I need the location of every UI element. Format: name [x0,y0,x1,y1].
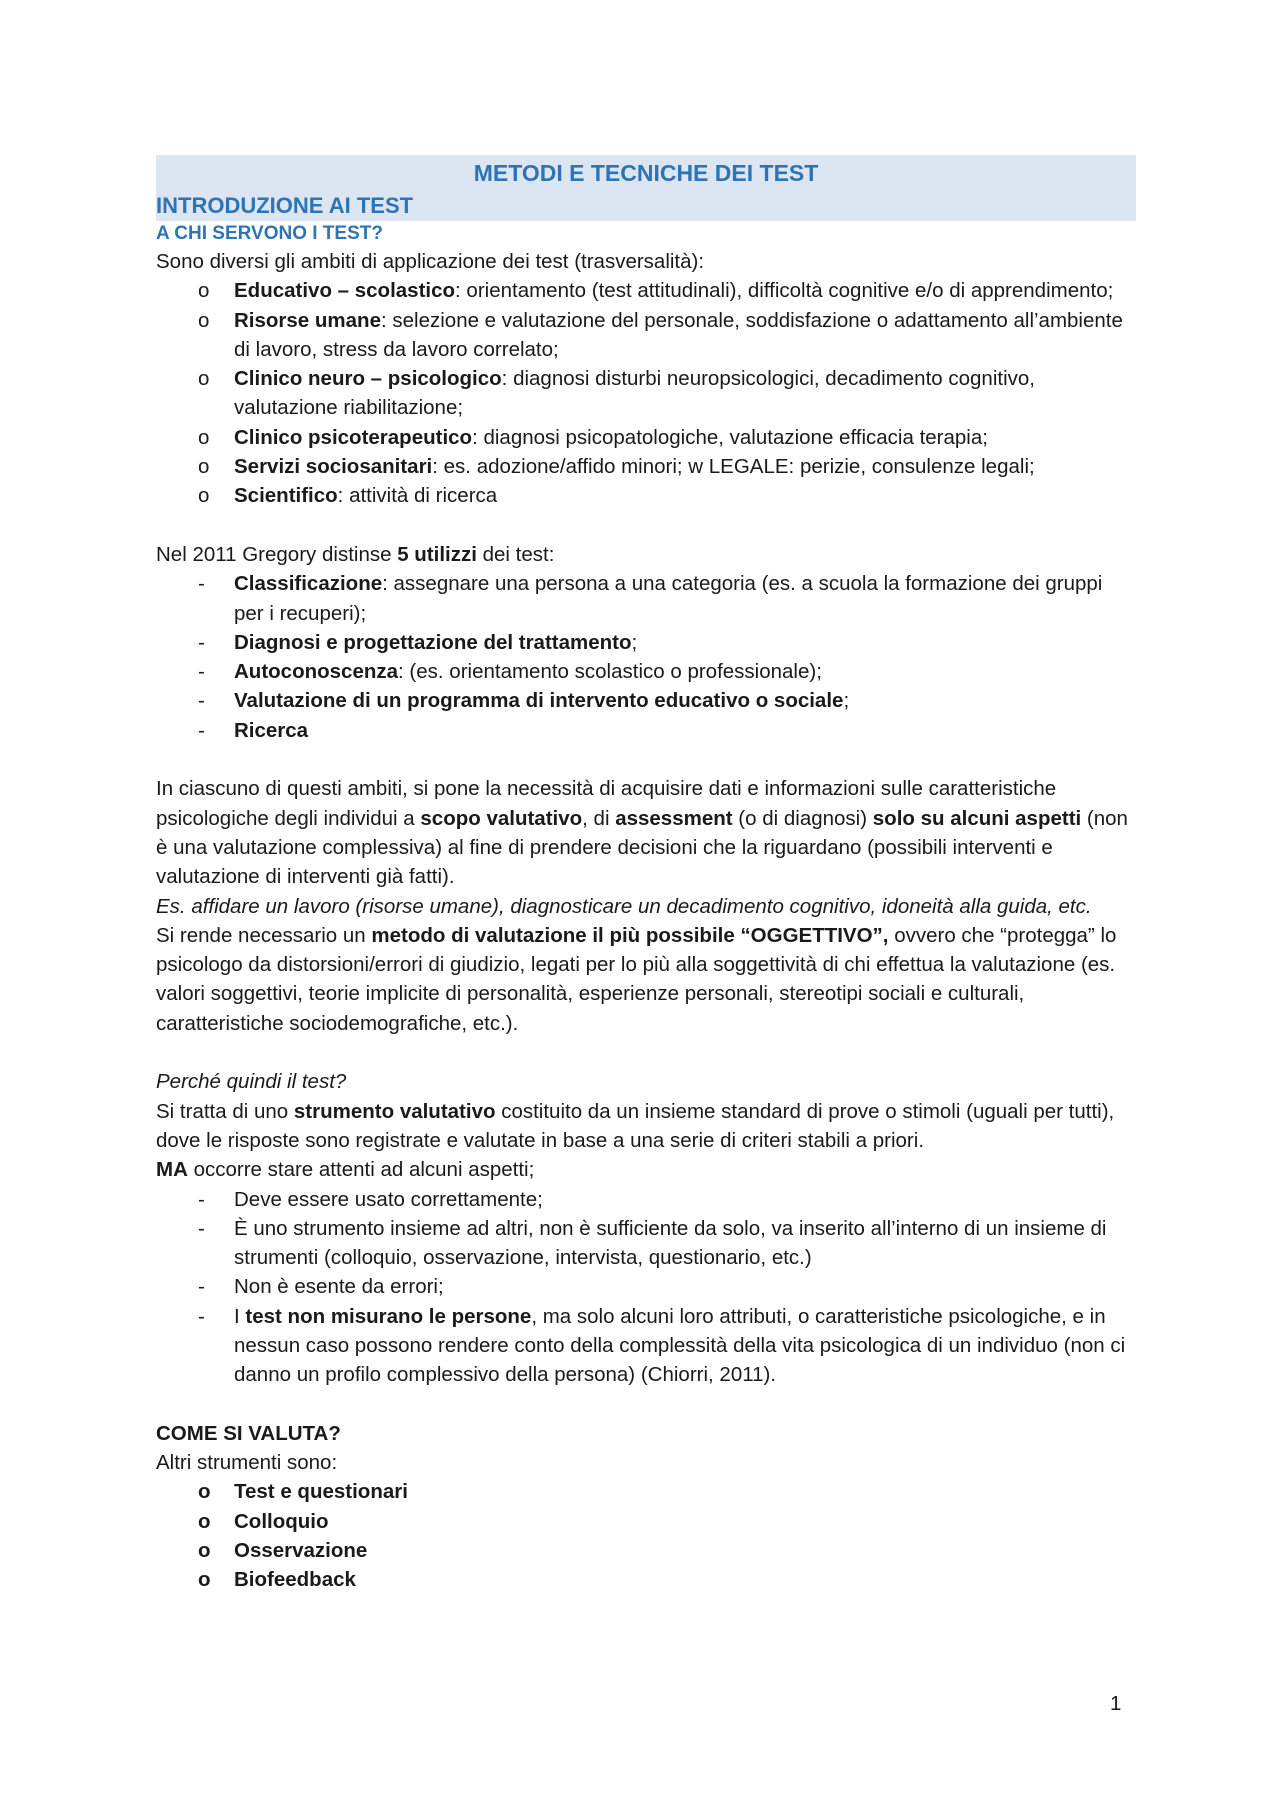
list-item-text: ; [843,689,850,713]
bullet-marker: o [198,279,210,303]
spacer [156,1390,1136,1419]
italic-run: Perché quindi il test? [156,1070,347,1094]
list-item [156,1272,1136,1301]
utilizzi-list [156,569,1136,745]
bullet-marker: o [198,1509,211,1533]
bullet-marker: o [198,1480,211,1504]
text-run: dei test: [476,542,555,566]
list-item [156,1302,1136,1390]
list-item-term: Osservazione [234,1539,368,1563]
list-item-text: : es. adozione/affido minori; w LEGALE: perizie, consulenze legali; [432,455,1035,479]
gregory-paragraph [156,540,1136,569]
spacer [156,511,1136,540]
list-item [156,423,1136,452]
dash-marker: - [198,1275,205,1299]
ma-paragraph [156,1155,1136,1184]
text-run: Nel 2011 Gregory distinse [156,542,398,566]
list-item [156,452,1136,481]
subsection-heading: A CHI SERVONO I TEST? [156,223,383,244]
list-item-text: : (es. orientamento scolastico o professionale); [398,660,822,684]
valuta-heading [156,1419,1136,1448]
list-item-term: test non misurano le persone [245,1304,532,1328]
text-run: (o di diagnosi) [732,806,873,830]
list-item [156,276,1136,305]
bold-run: assessment [615,806,733,830]
document-title: METODI E TECNICHE DEI TEST [473,160,819,186]
list-item [156,1565,1136,1594]
bold-run: metodo di valutazione il più possibile “OGGETTIVO”, [371,923,889,947]
why-heading [156,1067,1136,1096]
example-paragraph [156,892,1136,921]
dash-marker: - [198,1304,205,1328]
list-item-term: Scientifico [234,484,338,508]
list-item [156,1477,1136,1506]
list-item-term: Biofeedback [234,1568,356,1592]
instrument-paragraph [156,1097,1136,1156]
bullet-marker: o [198,425,210,449]
list-item-text: I [234,1304,246,1328]
list-item-term: Ricerca [234,718,309,742]
list-item-term: Test e questionari [234,1480,408,1504]
text-run: , di [582,806,616,830]
list-item [156,1214,1136,1273]
list-item [156,306,1136,365]
intro-paragraph: Sono diversi gli ambiti di applicazione dei test (trasversalità): [156,250,705,273]
bold-run: 5 utilizzi [397,542,477,566]
document-body [156,155,1136,1595]
section-heading: INTRODUZIONE AI TEST [156,193,414,218]
bold-run: strumento valutativo [293,1099,496,1123]
assessment-paragraph [156,774,1136,891]
list-item-term: Servizi sociosanitari [234,455,433,479]
bullet-marker: o [198,455,210,479]
list-item [156,1536,1136,1565]
dash-marker: - [198,630,205,654]
list-item-text: , ma solo alcuni loro attributi, o caratteristiche psicologiche, e in nessun caso possono rendere conto della complessità della vita psicologica di un individuo (non ci danno un profilo complessivo della persona) (Chiorri, 2011). [234,1304,1126,1387]
text-run: Si tratta di uno [156,1099,294,1123]
list-item-term: Classificazione [234,572,383,596]
spacer [156,745,1136,774]
list-item-text: ; [631,630,638,654]
list-item [156,364,1136,423]
list-item-term: Clinico neuro – psicologico [234,367,502,391]
title-band [156,155,1136,221]
bullet-marker: o [198,1539,211,1563]
list-item-text: : selezione e valutazione del personale, soddisfazione o adattamento all’ambiente di lavoro, stress da lavoro correlato; [234,308,1123,361]
text-run: (non è una valutazione complessiva) al fine di prendere decisioni che la riguardano (possibili interventi e valutazione di interventi già fatti). [156,806,1128,889]
dash-marker: - [198,660,205,684]
dash-marker: - [198,572,205,596]
list-item-text: Deve essere usato correttamente; [234,1187,543,1211]
list-item-term: Valutazione di un programma di intervento educativo o sociale [234,689,844,713]
bullet-marker: o [198,367,210,391]
text-run: costituito da un insieme standard di prove o stimoli (uguali per tutti), dove le risposte sono registrate e valutate in base a una serie di criteri stabili a priori. [156,1099,1115,1152]
list-item-text: : diagnosi disturbi neuropsicologici, decadimento cognitivo, valutazione riabilitazione; [234,367,1035,420]
list-item-term: Diagnosi e progettazione del trattamento [234,630,632,654]
altri-paragraph: Altri strumenti sono: [156,1451,338,1475]
list-item-term: Autoconoscenza [234,660,399,684]
text-run: Si rende necessario un [156,923,372,947]
list-item [156,686,1136,715]
list-item-text: : diagnosi psicopatologiche, valutazione efficacia terapia; [472,425,988,449]
bullet-marker: o [198,308,210,332]
dash-marker: - [198,1187,205,1211]
method-paragraph [156,921,1136,1038]
dash-marker: - [198,689,205,713]
strumenti-list [156,1477,1136,1594]
bold-run: COME SI VALUTA? [156,1421,341,1445]
list-item-text: È uno strumento insieme ad altri, non è sufficiente da solo, va inserito all’interno di un insieme di strumenti (colloquio, osservazione, intervista, questionario, etc.) [234,1216,1107,1270]
ambiti-list [156,276,1136,510]
bullet-marker: o [198,1568,211,1592]
list-item [156,481,1136,510]
text-run: In ciascuno di questi ambiti, si pone la necessità di acquisire dati e informazioni sulle caratteristiche psicologiche degli individui a [156,777,1057,830]
aspetti-list [156,1185,1136,1390]
list-item-term: Clinico psicoterapeutico [234,425,473,449]
page-number: 1 [1110,1692,1122,1715]
text-run: ovvero che “protegga” lo psicologo da distorsioni/errori di giudizio, legati per lo più alla soggettività di chi effettua la valutazione (es. valori soggettivi, teorie implicite di personalità, esperienze personali, stereotipi sociali e culturali, caratteristiche sociodemografiche, etc.). [156,923,1117,1035]
text-run: occorre stare attenti ad alcuni aspetti; [187,1158,535,1182]
dash-marker: - [198,718,205,742]
list-item [156,716,1136,745]
list-item-term: Risorse umane [234,308,381,332]
list-item-text: : assegnare una persona a una categoria (es. a scuola la formazione dei gruppi per i recuperi); [234,572,1103,625]
spacer [156,1038,1136,1067]
bold-run: MA [156,1158,188,1182]
italic-run: Es. affidare un lavoro (risorse umane), diagnosticare un decadimento cognitivo, idoneità alla guida, etc. [156,894,1092,918]
list-item [156,628,1136,657]
list-item [156,1185,1136,1214]
list-item [156,1507,1136,1536]
bold-run: solo su alcuni aspetti [872,806,1082,830]
list-item-term: Colloquio [234,1509,329,1533]
list-item [156,569,1136,628]
list-item-text: Non è esente da errori; [234,1275,444,1299]
bold-run: scopo valutativo [420,806,583,830]
list-item [156,657,1136,686]
list-item-text: : orientamento (test attitudinali), difficoltà cognitive e/o di apprendimento; [455,279,1114,303]
bullet-marker: o [198,484,210,508]
list-item-text: : attività di ricerca [337,484,498,508]
dash-marker: - [198,1216,205,1240]
list-item-term: Educativo – scolastico [234,279,456,303]
